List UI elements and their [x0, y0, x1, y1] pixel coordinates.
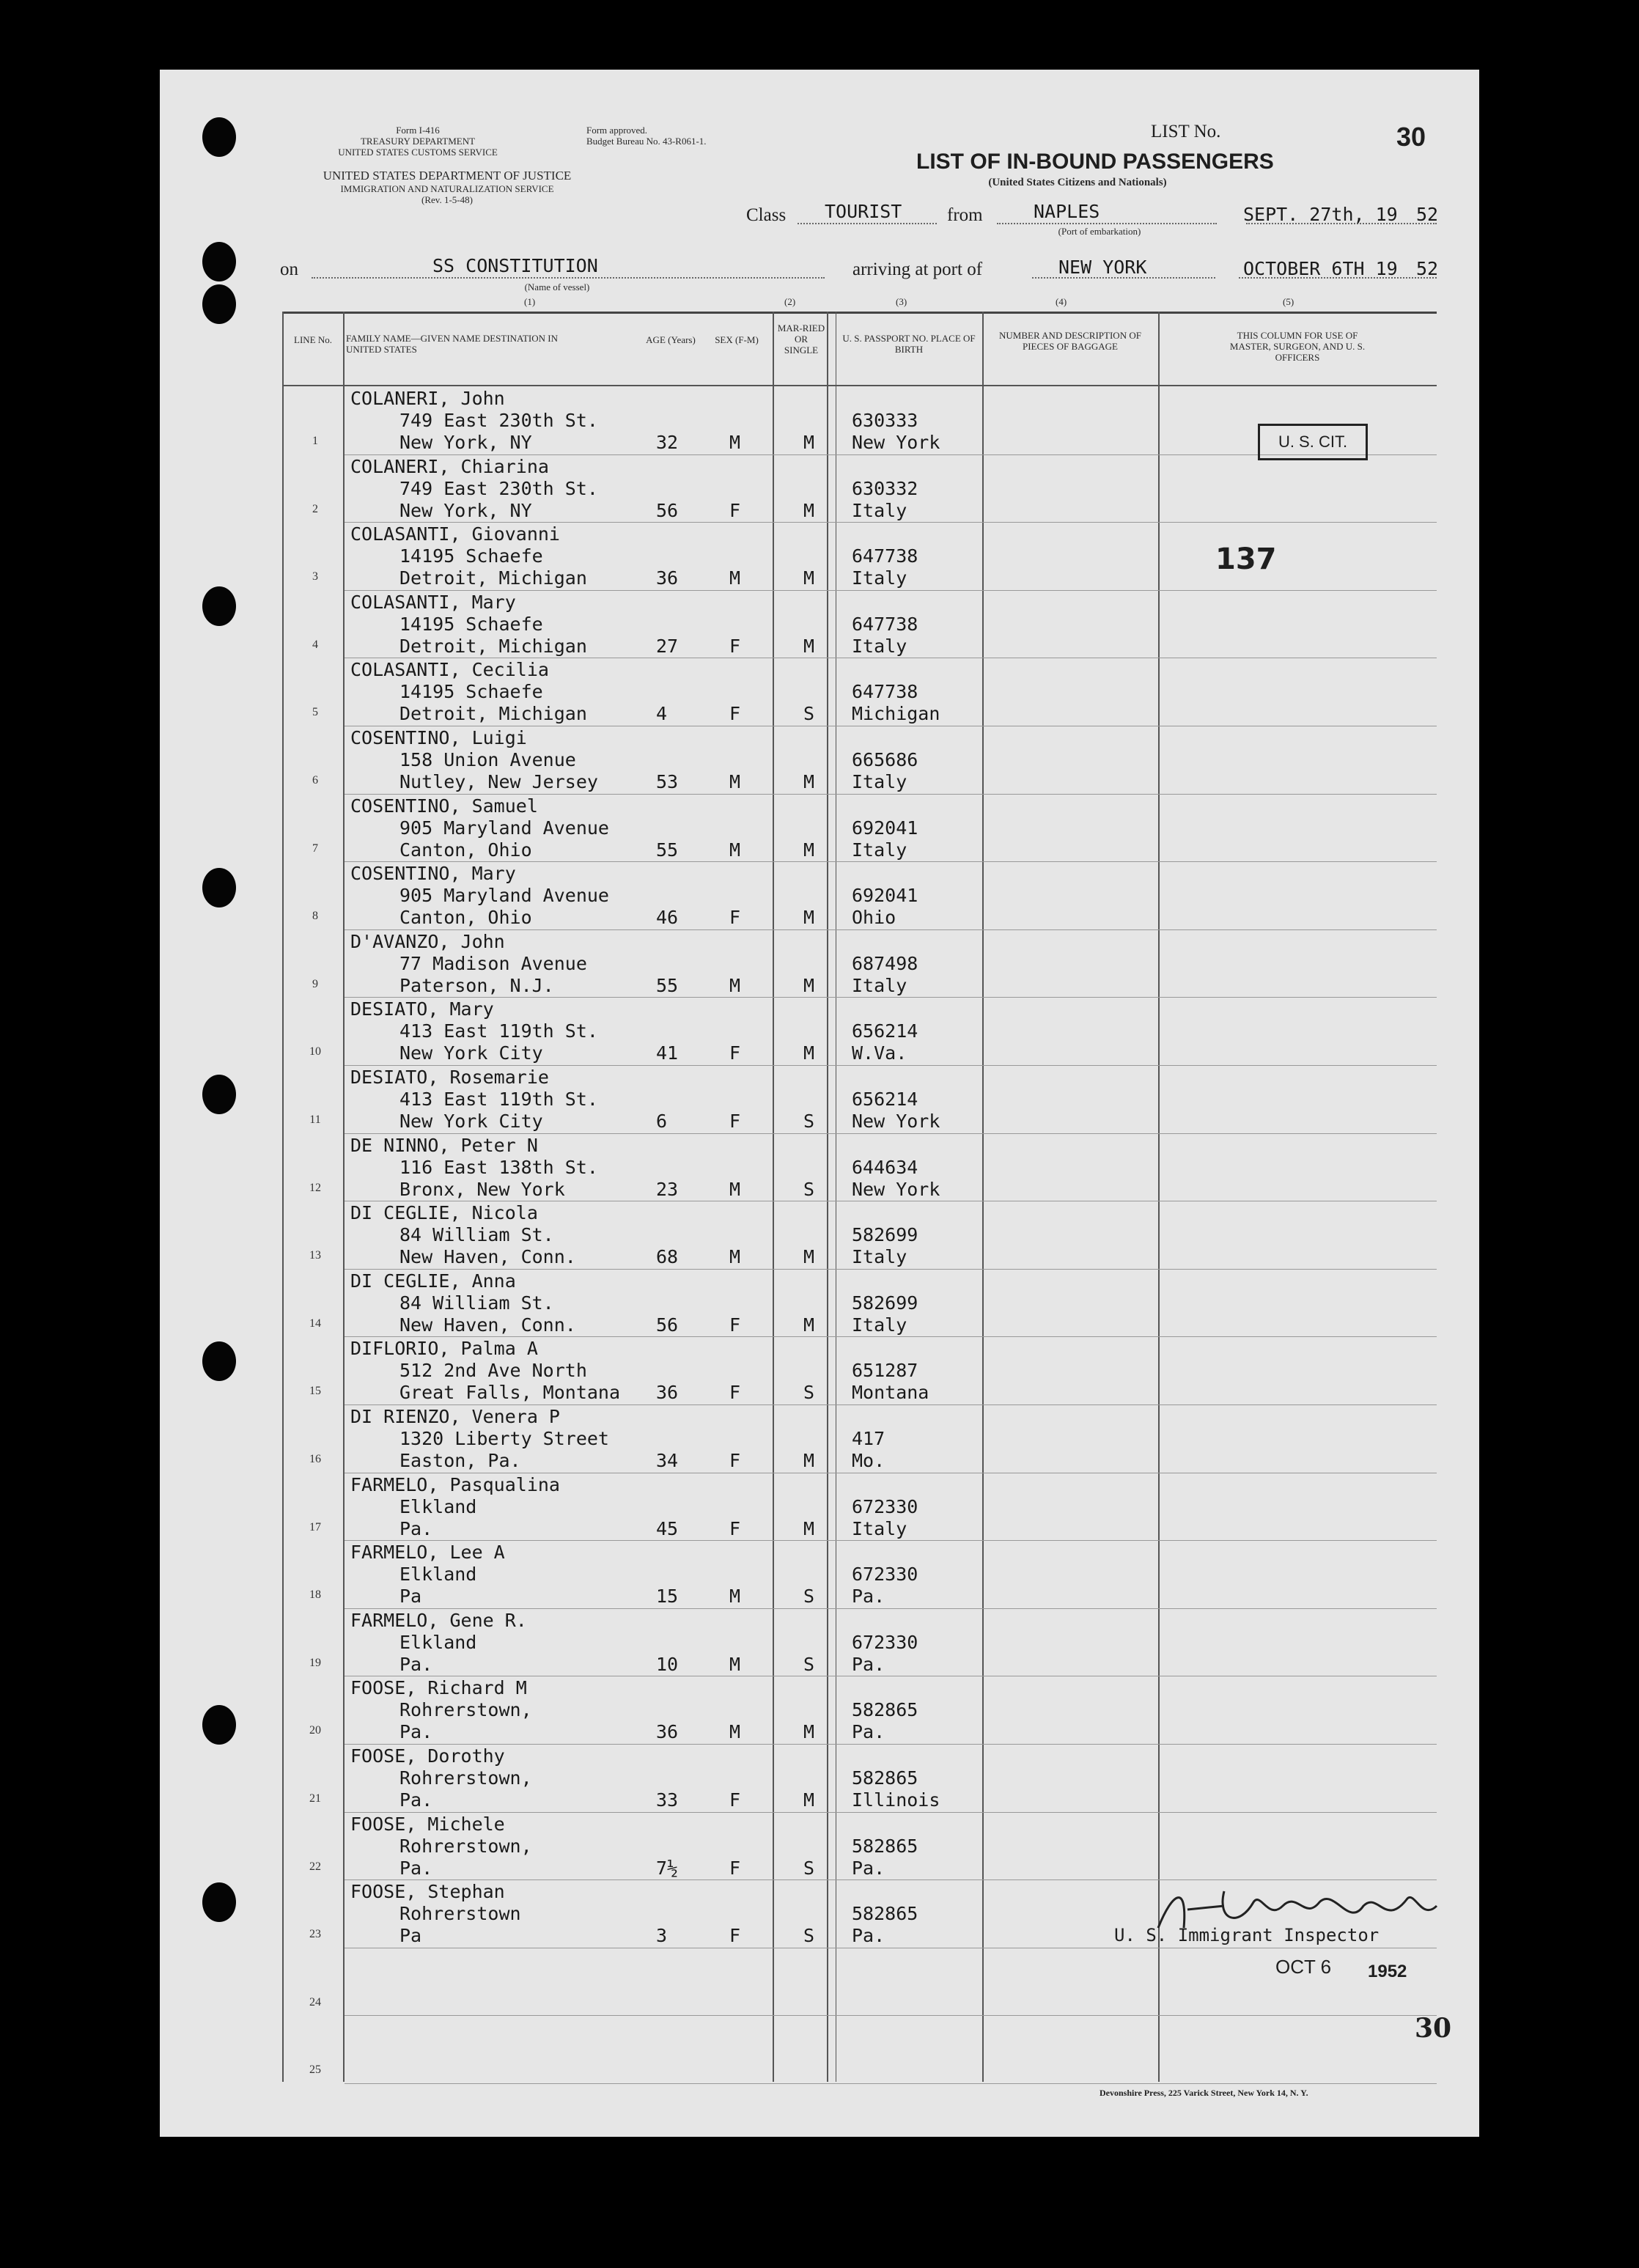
marital-status: M: [803, 1721, 815, 1743]
marital-status: S: [803, 1857, 815, 1879]
passenger-age: 56: [656, 499, 679, 521]
row-divider: [345, 1065, 1437, 1066]
passenger-sex: M: [729, 1178, 741, 1200]
row-divider: [345, 2015, 1437, 2016]
passenger-name: COLASANTI, Mary: [350, 591, 516, 613]
passenger-age: 3: [656, 1925, 668, 1947]
line-number: 3: [312, 570, 318, 583]
marital-status: M: [803, 567, 815, 589]
place-of-birth: Italy: [852, 1246, 907, 1268]
passenger-age: 33: [656, 1789, 679, 1811]
binder-hole: [202, 868, 236, 907]
binder-hole: [202, 586, 236, 626]
arrival-date: OCTOBER 6TH 19: [1243, 258, 1398, 279]
passenger-city: New York City: [399, 1111, 543, 1132]
passport-number: 630332: [852, 477, 918, 499]
passenger-name: COLASANTI, Cecilia: [350, 659, 549, 681]
binder-hole: [202, 1075, 236, 1114]
passenger-city: Pa: [399, 1925, 422, 1947]
passenger-city: New York, NY: [399, 432, 532, 453]
passenger-age: 6: [656, 1111, 668, 1132]
passenger-address: 512 2nd Ave North: [399, 1360, 587, 1382]
passenger-address: 14195 Schaefe: [399, 545, 543, 567]
row-divider: [345, 1336, 1437, 1337]
passport-number: 651287: [852, 1360, 918, 1382]
port-caption: (Port of embarkation): [1058, 226, 1141, 237]
passenger-address: 413 East 119th St.: [399, 1089, 598, 1110]
passenger-city: New Haven, Conn.: [399, 1246, 576, 1268]
place-of-birth: New York: [852, 1111, 940, 1132]
place-of-birth: Montana: [852, 1382, 929, 1404]
row-divider: [345, 1133, 1437, 1134]
passport-number: 672330: [852, 1631, 918, 1653]
row-divider: [345, 1540, 1437, 1541]
passenger-city: Pa.: [399, 1721, 433, 1743]
line-number: 23: [309, 1928, 321, 1941]
place-of-birth: New York: [852, 432, 940, 453]
binder-hole: [202, 242, 236, 281]
marital-status: M: [803, 499, 815, 521]
passenger-sex: M: [729, 1721, 741, 1743]
place-of-birth: Pa.: [852, 1653, 885, 1675]
line-number: 10: [309, 1045, 321, 1058]
passenger-age: 53: [656, 771, 679, 792]
passenger-name: DESIATO, Mary: [350, 998, 494, 1020]
col-sex: SEX (F-M): [715, 334, 759, 345]
passenger-address: 158 Union Avenue: [399, 749, 576, 770]
page-title: LIST OF IN-BOUND PASSENGERS: [916, 150, 1274, 174]
row-divider: [345, 794, 1437, 795]
row-divider: [345, 590, 1437, 591]
passenger-name: COSENTINO, Luigi: [350, 727, 527, 748]
line-number: 1: [312, 435, 318, 447]
arriving-label: arriving at port of: [852, 259, 983, 279]
line-number: 6: [312, 774, 318, 787]
inspector-label: U. S. Immigrant Inspector: [1114, 1925, 1380, 1945]
passenger-sex: M: [729, 974, 741, 996]
passenger-age: 27: [656, 635, 679, 657]
row-divider: [345, 1812, 1437, 1813]
passenger-city: New York, NY: [399, 499, 532, 521]
passenger-address: Elkland: [399, 1495, 477, 1517]
passenger-name: FARMELO, Pasqualina: [350, 1473, 560, 1495]
marital-status: M: [803, 1789, 815, 1811]
passport-number: 630333: [852, 410, 918, 431]
passport-number: 656214: [852, 1020, 918, 1042]
line-number: 2: [312, 502, 318, 515]
passport-number: 647738: [852, 613, 918, 635]
passenger-age: 56: [656, 1314, 679, 1336]
passenger-age: 55: [656, 839, 679, 861]
line-number: 13: [309, 1249, 321, 1262]
passport-number: 582865: [852, 1903, 918, 1925]
line-number: 14: [309, 1317, 321, 1330]
passenger-name: DI CEGLIE, Nicola: [350, 1202, 538, 1224]
passenger-city: Paterson, N.J.: [399, 974, 554, 996]
place-of-birth: Italy: [852, 635, 907, 657]
passenger-address: 905 Maryland Avenue: [399, 817, 609, 839]
passport-number: 672330: [852, 1495, 918, 1517]
col-married: MAR-RIED OR SINGLE: [777, 323, 825, 356]
place-of-birth: Italy: [852, 839, 907, 861]
passenger-name: COSENTINO, Samuel: [350, 795, 538, 817]
passport-number: 582699: [852, 1224, 918, 1246]
passenger-address: 413 East 119th St.: [399, 1020, 598, 1042]
justice-block: UNITED STATES DEPARTMENT OF JUSTICE IMMIGRATION AND NATURALIZATION SERVICE (Rev. 1-5-48): [323, 169, 572, 205]
passenger-name: D'AVANZO, John: [350, 930, 505, 952]
col-num-4: (4): [1056, 296, 1067, 307]
passport-number: 656214: [852, 1089, 918, 1110]
vessel-name: SS CONSTITUTION: [432, 255, 598, 276]
passenger-city: New Haven, Conn.: [399, 1314, 576, 1336]
row-divider: [345, 929, 1437, 930]
marital-status: M: [803, 1246, 815, 1268]
passenger-age: 45: [656, 1517, 679, 1539]
marital-status: M: [803, 1517, 815, 1539]
footer-number: 30: [1415, 2013, 1452, 2044]
passenger-name: FARMELO, Lee A: [350, 1542, 505, 1564]
arrival-year: 52: [1416, 258, 1439, 279]
passenger-name: DIFLORIO, Palma A: [350, 1338, 538, 1360]
passenger-address: 14195 Schaefe: [399, 613, 543, 635]
col-num-3: (3): [896, 296, 907, 307]
place-of-birth: Pa.: [852, 1586, 885, 1608]
line-number: 17: [309, 1520, 321, 1534]
passenger-age: 23: [656, 1178, 679, 1200]
place-of-birth: Pa.: [852, 1721, 885, 1743]
passenger-sex: F: [729, 1857, 741, 1879]
passenger-sex: F: [729, 1382, 741, 1404]
line-number: 19: [309, 1656, 321, 1669]
line-number: 15: [309, 1385, 321, 1398]
place-of-birth: Italy: [852, 499, 907, 521]
marital-status: M: [803, 839, 815, 861]
passenger-sex: M: [729, 771, 741, 792]
passenger-address: Rohrerstown,: [399, 1699, 532, 1721]
passenger-name: FOOSE, Dorothy: [350, 1745, 505, 1767]
passenger-address: 116 East 138th St.: [399, 1156, 598, 1178]
passenger-sex: F: [729, 1925, 741, 1947]
passenger-name: DI RIENZO, Venera P: [350, 1406, 560, 1427]
passenger-sex: M: [729, 1246, 741, 1268]
form-approved: Form approved. Budget Bureau No. 43-R061-1.: [586, 125, 707, 147]
passenger-name: DESIATO, Rosemarie: [350, 1067, 549, 1088]
passenger-sex: M: [729, 839, 741, 861]
place-of-birth: Pa.: [852, 1925, 885, 1947]
col-age: AGE (Years): [646, 334, 696, 345]
marital-status: M: [803, 907, 815, 929]
passenger-sex: F: [729, 1789, 741, 1811]
passenger-name: FOOSE, Michele: [350, 1813, 505, 1835]
us-citizen-stamp: U. S. CIT.: [1258, 424, 1368, 460]
row-divider: [345, 1744, 1437, 1745]
place-of-birth: W.Va.: [852, 1042, 907, 1064]
class-value: TOURIST: [825, 201, 902, 222]
passenger-city: Pa.: [399, 1517, 433, 1539]
passport-number: 665686: [852, 749, 918, 770]
passenger-sex: F: [729, 1450, 741, 1471]
binder-hole: [202, 1341, 236, 1381]
list-no-label: LIST No.: [1151, 122, 1221, 141]
passenger-age: 41: [656, 1042, 679, 1064]
class-label: Class: [746, 205, 787, 225]
passenger-city: Pa.: [399, 1857, 433, 1879]
passenger-age: 46: [656, 907, 679, 929]
passenger-sex: F: [729, 635, 741, 657]
place-of-birth: Italy: [852, 1517, 907, 1539]
passport-number: 582865: [852, 1767, 918, 1789]
passport-number: 672330: [852, 1564, 918, 1586]
passenger-city: Canton, Ohio: [399, 839, 532, 861]
passenger-address: 84 William St.: [399, 1292, 554, 1314]
passport-number: 647738: [852, 681, 918, 703]
passenger-city: Detroit, Michigan: [399, 703, 587, 725]
col-num-2: (2): [784, 296, 796, 307]
stamp-year: 1952: [1368, 1962, 1407, 1981]
line-number: 8: [312, 910, 318, 923]
line-number: 22: [309, 1860, 321, 1873]
place-of-birth: Illinois: [852, 1789, 940, 1811]
passenger-sex: M: [729, 567, 741, 589]
passport-number: 692041: [852, 885, 918, 907]
line-number: 25: [309, 2063, 321, 2077]
col-baggage: NUMBER AND DESCRIPTION OF PIECES OF BAGGAGE: [999, 330, 1141, 352]
row-divider: [345, 2083, 1437, 2084]
passenger-city: Detroit, Michigan: [399, 567, 587, 589]
on-label: on: [280, 259, 298, 279]
passenger-name: COLANERI, John: [350, 388, 505, 409]
passenger-age: 10: [656, 1653, 679, 1675]
col-num-5: (5): [1283, 296, 1294, 307]
binder-hole: [202, 117, 236, 157]
place-of-birth: Italy: [852, 1314, 907, 1336]
passenger-sex: F: [729, 1517, 741, 1539]
passenger-name: COLANERI, Chiarina: [350, 455, 549, 477]
line-number: 11: [309, 1113, 321, 1126]
from-label: from: [947, 205, 983, 225]
passenger-name: COSENTINO, Mary: [350, 863, 516, 885]
marital-status: S: [803, 1111, 815, 1132]
line-number: 9: [312, 977, 318, 990]
passenger-name: FOOSE, Stephan: [350, 1881, 505, 1903]
passenger-sex: F: [729, 499, 741, 521]
line-number: 7: [312, 842, 318, 855]
binder-hole: [202, 1705, 236, 1745]
place-of-birth: Italy: [852, 974, 907, 996]
passenger-sex: F: [729, 907, 741, 929]
passenger-age: 55: [656, 974, 679, 996]
marital-status: S: [803, 1925, 815, 1947]
passenger-city: Pa.: [399, 1789, 433, 1811]
marital-status: M: [803, 432, 815, 453]
col-passport: U. S. PASSPORT NO. PLACE OF BIRTH: [842, 333, 976, 355]
passenger-address: 77 Madison Avenue: [399, 952, 587, 974]
passenger-address: Elkland: [399, 1631, 477, 1653]
passenger-address: 905 Maryland Avenue: [399, 885, 609, 907]
passenger-address: 1320 Liberty Street: [399, 1428, 609, 1449]
place-of-birth: Mo.: [852, 1450, 885, 1471]
row-divider: [345, 522, 1437, 523]
place-of-birth: Ohio: [852, 907, 896, 929]
passenger-sex: F: [729, 703, 741, 725]
passport-number: 647738: [852, 545, 918, 567]
passenger-city: New York City: [399, 1042, 543, 1064]
passenger-age: 32: [656, 432, 679, 453]
inspector-signature: [1143, 1877, 1451, 1943]
col-line-no: LINE No.: [294, 334, 332, 345]
passenger-age: 36: [656, 567, 679, 589]
binder-hole: [202, 1882, 236, 1922]
passenger-name: FARMELO, Gene R.: [350, 1609, 527, 1631]
officer-count: 137: [1215, 542, 1277, 576]
marital-status: M: [803, 635, 815, 657]
line-number: 16: [309, 1453, 321, 1465]
passport-number: 582865: [852, 1699, 918, 1721]
col-name: FAMILY NAME—GIVEN NAME DESTINATION IN UNITED STATES: [346, 333, 559, 355]
passport-number: 417: [852, 1428, 885, 1449]
passenger-sex: M: [729, 432, 741, 453]
passenger-city: Pa.: [399, 1653, 433, 1675]
passenger-sex: F: [729, 1111, 741, 1132]
place-of-birth: Pa.: [852, 1857, 885, 1879]
binder-hole: [202, 284, 236, 324]
passenger-age: 34: [656, 1450, 679, 1471]
passenger-address: Rohrerstown: [399, 1903, 521, 1925]
passenger-address: 84 William St.: [399, 1224, 554, 1246]
passenger-city: Bronx, New York: [399, 1178, 565, 1200]
place-of-birth: Michigan: [852, 703, 940, 725]
passenger-address: 14195 Schaefe: [399, 681, 543, 703]
passenger-age: 36: [656, 1382, 679, 1404]
line-number: 12: [309, 1181, 321, 1194]
marital-status: M: [803, 1042, 815, 1064]
line-number: 24: [309, 1995, 321, 2009]
line-number: 21: [309, 1792, 321, 1805]
passport-number: 692041: [852, 817, 918, 839]
marital-status: M: [803, 1314, 815, 1336]
form-block: Form I-416 TREASURY DEPARTMENT UNITED STATES CUSTOMS SERVICE: [338, 125, 498, 158]
passenger-age: 68: [656, 1246, 679, 1268]
place-of-birth: Italy: [852, 567, 907, 589]
marital-status: M: [803, 771, 815, 792]
passenger-city: Easton, Pa.: [399, 1450, 521, 1471]
passenger-name: DI CEGLIE, Anna: [350, 1270, 516, 1292]
marital-status: S: [803, 1382, 815, 1404]
marital-status: M: [803, 974, 815, 996]
line-number: 5: [312, 706, 318, 719]
line-number: 20: [309, 1724, 321, 1737]
passenger-name: FOOSE, Richard M: [350, 1677, 527, 1699]
passenger-sex: F: [729, 1314, 741, 1336]
passenger-age: 4: [656, 703, 668, 725]
passenger-city: Detroit, Michigan: [399, 635, 587, 657]
passenger-city: Great Falls, Montana: [399, 1382, 621, 1404]
col-num-1: (1): [524, 296, 536, 307]
page-subtitle: (United States Citizens and Nationals): [988, 177, 1167, 188]
row-divider: [345, 1269, 1437, 1270]
passenger-address: Elkland: [399, 1564, 477, 1586]
col-officers: THIS COLUMN FOR USE OF MASTER, SURGEON, AND U. S. OFFICERS: [1229, 330, 1366, 363]
marital-status: S: [803, 1653, 815, 1675]
from-value: NAPLES: [1034, 201, 1100, 222]
row-divider: [345, 1404, 1437, 1405]
passenger-address: Rohrerstown,: [399, 1835, 532, 1857]
marital-status: S: [803, 1586, 815, 1608]
passenger-sex: M: [729, 1586, 741, 1608]
depart-year: 52: [1416, 204, 1439, 225]
vessel-caption: (Name of vessel): [524, 281, 590, 292]
row-divider: [345, 997, 1437, 998]
passenger-address: 749 East 230th St.: [399, 410, 598, 431]
marital-status: S: [803, 1178, 815, 1200]
row-divider: [345, 861, 1437, 862]
passenger-age: 7½: [656, 1857, 679, 1879]
list-no: 30: [1396, 122, 1426, 152]
passport-number: 687498: [852, 952, 918, 974]
passenger-age: 36: [656, 1721, 679, 1743]
line-number: 4: [312, 638, 318, 651]
place-of-birth: Italy: [852, 771, 907, 792]
marital-status: M: [803, 1450, 815, 1471]
arrival-port: NEW YORK: [1058, 257, 1147, 278]
depart-date: SEPT. 27th, 19: [1243, 204, 1398, 225]
passenger-address: 749 East 230th St.: [399, 477, 598, 499]
passenger-address: Rohrerstown,: [399, 1767, 532, 1789]
printer-credit: Devonshire Press, 225 Varick Street, New York 14, N. Y.: [1100, 2088, 1308, 2098]
passenger-sex: F: [729, 1042, 741, 1064]
marital-status: S: [803, 703, 815, 725]
passport-number: 582865: [852, 1835, 918, 1857]
passport-number: 582699: [852, 1292, 918, 1314]
row-divider: [345, 1608, 1437, 1609]
passenger-age: 15: [656, 1586, 679, 1608]
passenger-city: Pa: [399, 1586, 422, 1608]
passenger-name: COLASANTI, Giovanni: [350, 523, 560, 545]
place-of-birth: New York: [852, 1178, 940, 1200]
passenger-city: Canton, Ohio: [399, 907, 532, 929]
passenger-name: DE NINNO, Peter N: [350, 1134, 538, 1156]
line-number: 18: [309, 1588, 321, 1602]
passport-number: 644634: [852, 1156, 918, 1178]
stamp-date: OCT 6: [1275, 1956, 1332, 1978]
passenger-sex: M: [729, 1653, 741, 1675]
passenger-city: Nutley, New Jersey: [399, 771, 598, 792]
